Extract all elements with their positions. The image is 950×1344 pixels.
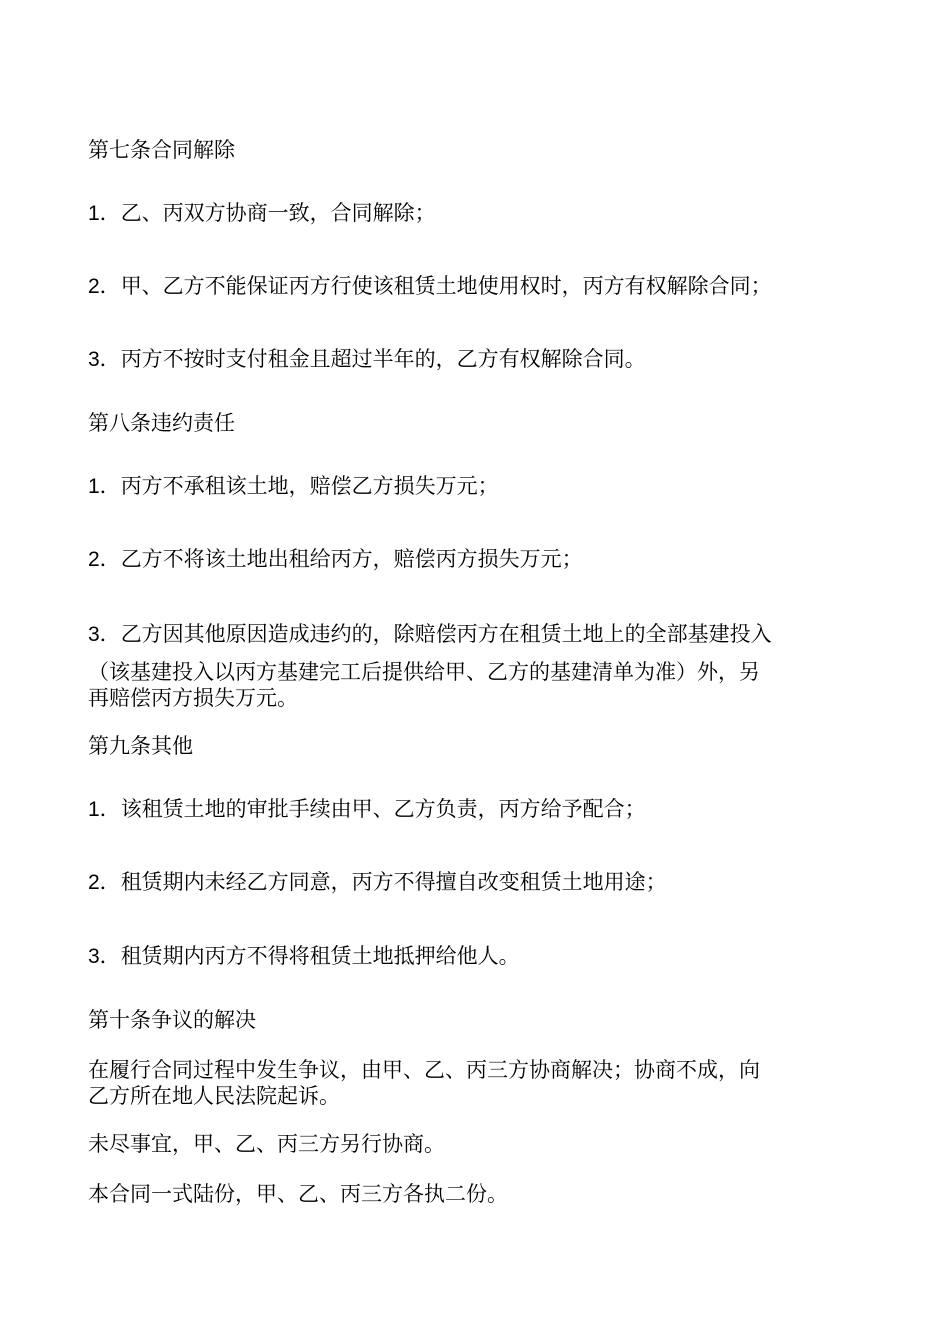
item-number: 3． — [88, 348, 121, 371]
article-7-item-1 — [88, 200, 868, 227]
article-10-paragraph-1-line-2: 乙方所在地人民法院起诉。 — [88, 1084, 340, 1108]
article-9-heading: 第九条其他 — [88, 734, 193, 758]
item-number: 2． — [88, 275, 121, 298]
item-number: 2． — [88, 871, 121, 894]
item-number: 1． — [88, 798, 121, 821]
article-8-item-2 — [88, 546, 868, 573]
article-9-item-2 — [88, 869, 868, 896]
item-text: 丙方不按时支付租金且超过半年的，乙方有权解除合同。 — [120, 347, 646, 371]
item-number: 2． — [88, 548, 121, 571]
article-9-item-3 — [88, 943, 868, 970]
item-text: 乙方不将该土地出租给丙方，赔偿丙方损失万元； — [120, 547, 583, 571]
article-8-item-3-line-1 — [88, 621, 868, 648]
article-8-heading: 第八条违约责任 — [88, 411, 235, 435]
article-10-heading: 第十条争议的解决 — [88, 1008, 256, 1032]
item-number: 3． — [88, 945, 121, 968]
item-number: 1． — [88, 202, 121, 225]
item-text: 租赁期内未经乙方同意，丙方不得擅自改变租赁土地用途； — [120, 870, 667, 894]
item-text: 甲、乙方不能保证丙方行使该租赁土地使用权时，丙方有权解除合同； — [120, 274, 772, 298]
article-10-paragraph-2: 未尽事宜，甲、乙、丙三方另行协商。 — [88, 1132, 445, 1156]
item-number: 3． — [88, 623, 121, 646]
article-8-item-1 — [88, 473, 868, 500]
article-10-paragraph-3: 本合同一式陆份，甲、乙、丙三方各执二份。 — [88, 1182, 508, 1206]
item-text: 乙方因其他原因造成违约的，除赔偿丙方在租赁土地上的全部基建投入 — [120, 622, 772, 646]
article-10-paragraph-1-line-1: 在履行合同过程中发生争议，由甲、乙、丙三方协商解决；协商不成，向 — [88, 1058, 760, 1082]
article-8-item-3-line-2: （该基建投入以丙方基建完工后提供给甲、乙方的基建清单为准）外，另 — [88, 660, 760, 684]
article-7-heading: 第七条合同解除 — [88, 138, 235, 162]
item-text: 该租赁土地的审批手续由甲、乙方负责，丙方给予配合； — [120, 797, 646, 821]
item-number: 1． — [88, 475, 121, 498]
item-text: 丙方不承租该土地，赔偿乙方损失万元； — [120, 474, 499, 498]
article-8-item-3-line-3: 再赔偿丙方损失万元。 — [88, 686, 298, 710]
item-text: 乙、丙双方协商一致，合同解除； — [120, 201, 436, 225]
article-9-item-1 — [88, 796, 868, 823]
article-7-item-3 — [88, 346, 868, 373]
article-7-item-2 — [88, 273, 868, 300]
item-text: 租赁期内丙方不得将租赁土地抵押给他人。 — [120, 944, 520, 968]
